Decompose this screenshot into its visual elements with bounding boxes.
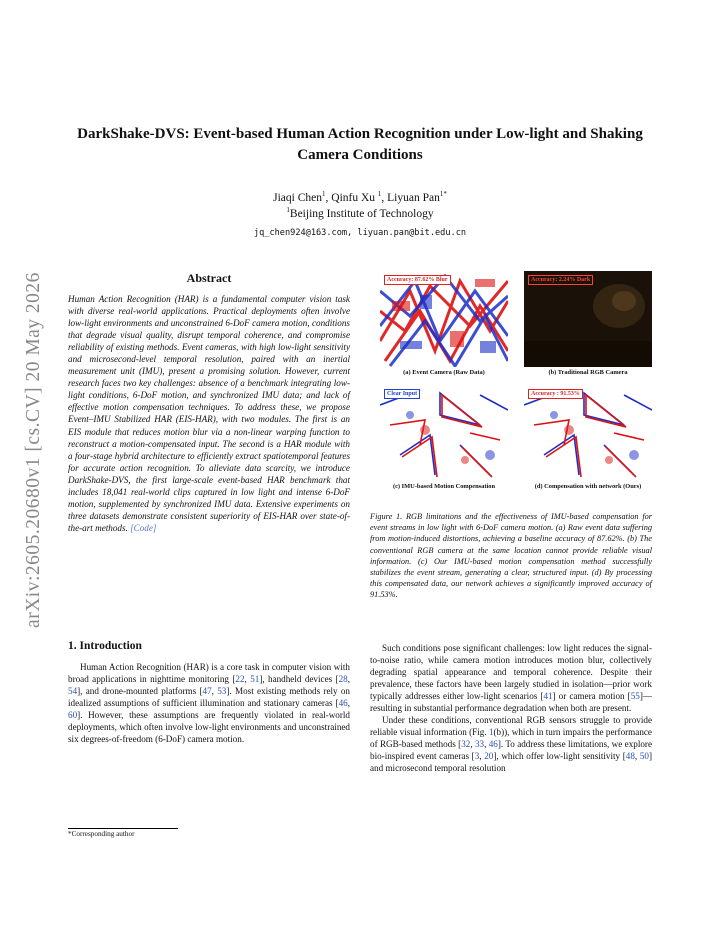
right-column-text: Such conditions pose significant challenges: low light reduces the signal-to-noise ratio, while camera motion introduces motion blur, collectively degrading spatial appearance and temporal coherence. Despite their prevalence, these factors have been largely studied in isolation—prior work typically addresses either low-light scenarios [41] or camera motion [55]—resulting in substantial performance degradation when both are present. Under these conditions, conventional RGB sensors struggle to provide reliable visual information (Fig. 1(b)), which in turn impairs the performance of RGB-based methods [32, 33, 46]. To address these limitations, we explore bio-inspired event cameras [3, 20], which offer low-light sensitivity [48, 50] and microsecond temporal resolution	[370, 643, 653, 774]
footnote-rule	[68, 828, 178, 829]
figure-reference[interactable]: 1	[488, 727, 494, 738]
accuracy-badge: Accuracy: 87.62% Blur	[384, 275, 451, 285]
author-block: Jiaqi Chen$^1$, Qinfu Xu $^1$, Liyuan Pan$^{1*}$ $^1$Beijing Institute of Technology	[60, 190, 660, 222]
citation[interactable]: 54	[68, 686, 78, 697]
figure-panel-d	[524, 385, 652, 490]
citation[interactable]: 22	[235, 674, 245, 685]
author-2: , Qinfu Xu	[325, 192, 378, 204]
citation[interactable]: 28	[338, 674, 348, 685]
code-link[interactable]: [Code]	[130, 522, 157, 533]
panel-caption: (a) Event Camera (Raw Data)	[403, 369, 485, 376]
accuracy-badge: Accuracy : 91.53%	[528, 389, 583, 399]
clear-input-badge: Clear Input	[384, 389, 420, 399]
event-network-image	[524, 385, 652, 481]
citation[interactable]: 48	[625, 751, 635, 762]
citation[interactable]: 46	[488, 739, 498, 750]
citation[interactable]: 50	[639, 751, 649, 762]
abstract-body: Human Action Recognition (HAR) is a fundamental computer vision task with diverse real-world applications. Practical deployments often involve low-light environments and unconstrained 6-DoF camera motion, conditions that degrade visual quality, disrupt temporal coherence, and compromise reliability of existing methods. Event cameras, with high low-light sensitivity and microsecond-level temporal resolution, paired with an inertial measurement unit (IMU), present a promising solution. However, current research faces two key challenges: absence of a benchmark integrating low-light conditions, 6-DoF motion, and synchronized IMU data; and lack of effective motion compensation techniques. To address these, we propose Event–IMU Stabilized HAR (EIS-HAR), with two modules. The first is an EIS module that reduces motion blur via a non-linear warping function to reconstruct a motion-compensated input. The second is a HAR module with a four-stage hybrid architecture to efficiently extract spatiotemporal features for accurate action recognition. To alleviate data scarcity, we introduce DarkShake-DVS, the first large-scale event-based HAR benchmark that includes 18,041 real-world clips captured in low light and intense 6-DoF motion, supplemented by synchronized IMU data. Extensive experiments on three datasets demonstrate consistent superiority of EIS-HAR over state-of-the-art methods. [Code]	[68, 294, 350, 533]
citation[interactable]: 47	[202, 686, 212, 697]
panel-caption: (b) Traditional RGB Camera	[548, 369, 628, 376]
event-compensated-image	[380, 385, 508, 481]
citation[interactable]: 60	[68, 710, 78, 721]
event-raw-image	[380, 271, 508, 367]
paper-title: DarkShake-DVS: Event-based Human Action Recognition under Low-light and Shaking Camera Conditions	[77, 126, 643, 163]
citation[interactable]: 41	[543, 691, 553, 702]
figure-panel-a	[380, 271, 508, 376]
citation[interactable]: 3	[474, 751, 480, 762]
citation[interactable]: 33	[474, 739, 485, 750]
affiliation: $^1$Beijing Institute of Technology	[286, 206, 434, 220]
citation[interactable]: 46	[338, 698, 348, 709]
author-1: Jiaqi Chen	[273, 192, 323, 204]
figure-panel-c	[380, 385, 508, 490]
figure-1	[380, 271, 652, 499]
footnote: *Corresponding author	[68, 830, 135, 838]
accuracy-badge: Accuracy: 2.24% Dark	[528, 275, 593, 285]
arxiv-stamp	[14, 250, 54, 650]
citation[interactable]: 51	[250, 674, 260, 685]
citation[interactable]: 53	[217, 686, 227, 697]
panel-caption: (c) IMU-based Motion Compensation	[392, 483, 496, 490]
author-emails[interactable]: jq_chen924@163.com, liyuan.pan@bit.edu.cn	[253, 228, 467, 238]
introduction-paragraph: Human Action Recognition (HAR) is a core task in computer vision with broad applications in nighttime monitoring [22, 51], handheld devices [28, 54], and drone-mounted platforms [47, 53]. Most existing methods rely on idealized assumptions of sufficient illumination and stationary cameras [46, 60]. However, these assumptions are frequently violated in real-world deployments, which often involve low-light environments and unconstrained six degrees-of-freedom (6-DoF) camera motion.	[68, 662, 351, 745]
panel-caption: (d) Compensation with network (Ours)	[534, 483, 642, 490]
citation[interactable]: 20	[484, 751, 494, 762]
rgb-dark-image	[524, 271, 652, 367]
citation[interactable]: 55	[630, 691, 640, 702]
section-heading-introduction: 1. Introduction	[68, 640, 142, 652]
citation[interactable]: 32	[461, 739, 471, 750]
abstract-heading: Abstract	[186, 271, 232, 285]
figure-1-caption: Figure 1. RGB limitations and the effectiveness of IMU-based compensation for event streams in low light with 6-DoF camera motion. (a) Raw event data suffering from motion-induced distortions, achieving a baseline accuracy of 87.62%. (b) The conventional RGB camera at the same location cannot provide reliable visual information. (c) Our IMU-based motion compensation method successfully stabilizes the event stream, generating a clear, structured input. (d) By processing this compensated data, our network achieves a significantly improved accuracy of 91.53%.	[370, 512, 652, 600]
author-3: , Liyuan Pan	[381, 192, 440, 204]
arxiv-identifier: arXiv:2605.20680v1 [cs.CV] 20 May 2026	[23, 272, 44, 628]
figure-panel-b	[524, 271, 652, 376]
